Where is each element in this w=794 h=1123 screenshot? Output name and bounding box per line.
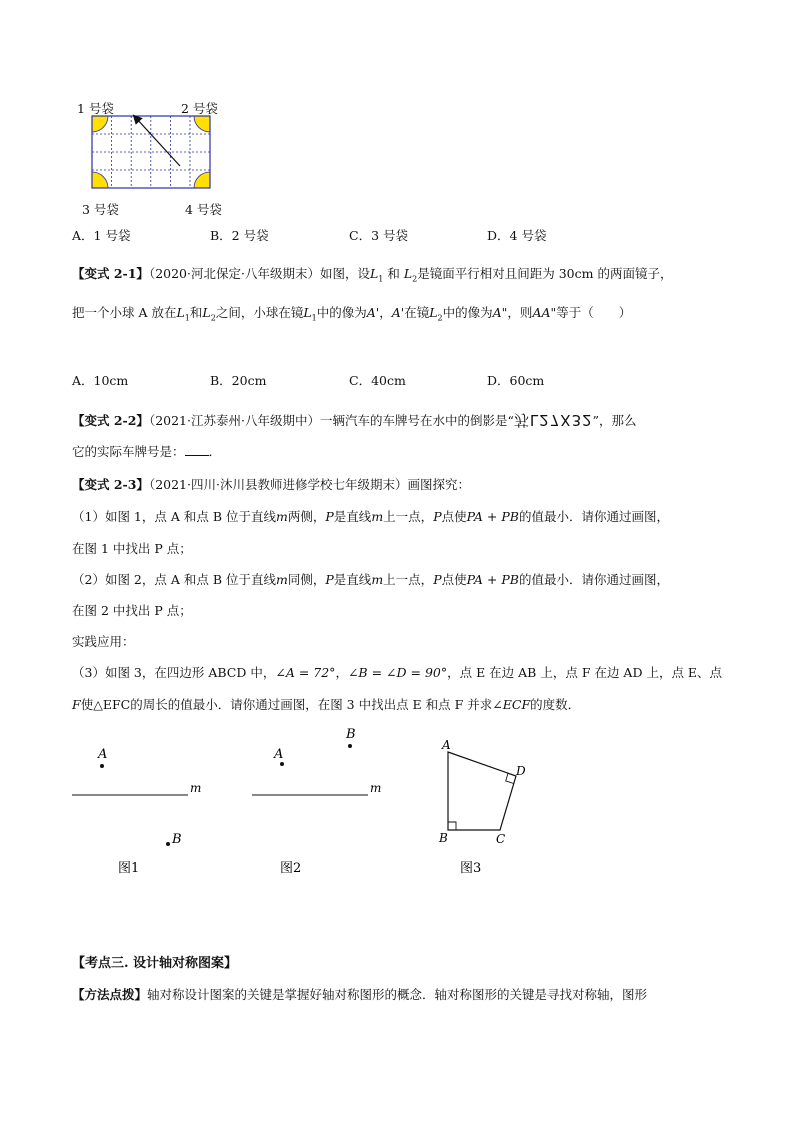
plate-reflection: 苏L27X32 <box>513 411 593 429</box>
fig1-caption: 图1 <box>118 861 140 876</box>
fig1-point-b <box>166 842 170 846</box>
v23-p1-line2: 在图 1 中找出 P 点； <box>72 541 192 556</box>
v21-option-c: C．40cm <box>349 373 406 388</box>
v23-p2-line1: （2）如图 2，点 A 和点 B 位于直线m同侧，P是直线m上一点，P点使PA + PB的值最小．请你通过画图， <box>72 572 669 587</box>
v22-tag: 【变式 2-2】 <box>72 413 149 428</box>
option-c: C．3 号袋 <box>349 228 408 243</box>
fig1-label-b: B <box>172 832 182 847</box>
fig2-label-m: m <box>370 781 382 795</box>
v21-option-b: B．20cm <box>210 373 267 388</box>
v22-line1: 【变式 2-2】（2021·江苏泰州·八年级期中）一辆汽车的车牌号在水中的倒影是“苏L27X32”，那么 <box>72 411 637 429</box>
fig2-point-a <box>280 762 284 766</box>
pocket-bottom-left <box>92 172 108 188</box>
fig1-label-a: A <box>98 747 108 762</box>
method-line: 【方法点拨】轴对称设计图案的关键是掌握好轴对称图形的概念．轴对称图形的关键是寻找对称轴，图形 <box>72 987 648 1002</box>
fig3-label-a: A <box>442 738 451 752</box>
fig3-label-c: C <box>496 832 506 846</box>
method-tag: 【方法点拨】 <box>72 987 148 1002</box>
fig1-point-a <box>100 764 104 768</box>
v23-tag: 【变式 2-3】 <box>72 477 149 492</box>
figure-2 <box>246 722 396 880</box>
v23-practice: 实践应用： <box>72 634 135 649</box>
v21-line2: 把一个小球 A 放在$L_1$和$L_2$之间，小球在镜$L_1$中的像为A'，A'在镜$L_2$中的像为A"，则AA"等于（ ） <box>72 305 632 323</box>
fig2-label-a: A <box>274 747 284 762</box>
v23-p1-line1: （1）如图 1，点 A 和点 B 位于直线m两侧，P是直线m上一点，P点使PA + PB的值最小．请你通过画图， <box>72 509 669 524</box>
figure-1 <box>66 740 216 880</box>
v23-p2-line2: 在图 2 中找出 P 点； <box>72 603 192 618</box>
section-title: 【考点三. 设计轴对称图案】 <box>72 956 238 971</box>
answer-blank[interactable] <box>185 443 209 456</box>
billiard-table-figure <box>88 112 214 192</box>
pocket-top-left <box>92 116 108 132</box>
fig3-label-b: B <box>439 831 448 845</box>
pocket-label-2: 2 号袋 <box>181 101 218 116</box>
ball-path-arrow <box>136 118 180 166</box>
pocket-label-1: 1 号袋 <box>77 101 114 116</box>
v21-line1: 【变式 2-1】（2020·河北保定·八年级期末）如图，设$L_1$ 和 $L_2$是镜面平行相对且间距为 30cm 的两面镜子， <box>72 266 673 284</box>
fig2-point-b <box>348 744 352 748</box>
fig1-label-m: m <box>190 781 202 795</box>
fig2-caption: 图2 <box>280 861 302 876</box>
v23-p3-line2: F使△EFC的周长的值最小．请你通过画图，在图 3 中找出点 E 和点 F 并求∠ECF的度数． <box>72 697 581 712</box>
v21-option-d: D．60cm <box>487 373 545 388</box>
fig3-quadrilateral <box>448 752 516 830</box>
pocket-label-4: 4 号袋 <box>185 202 222 217</box>
pocket-bottom-right <box>194 172 210 188</box>
v23-head: 【变式 2-3】（2021·四川·沐川县教师进修学校七年级期末）画图探究： <box>72 477 470 492</box>
figure-3 <box>432 734 542 880</box>
fig3-caption: 图3 <box>460 861 482 876</box>
option-a: A．1 号袋 <box>72 228 131 243</box>
option-b: B．2 号袋 <box>210 228 269 243</box>
fig3-label-d: D <box>516 764 526 778</box>
v22-line2: 它的实际车牌号是： ． <box>72 444 222 459</box>
pocket-label-3: 3 号袋 <box>82 202 119 217</box>
v21-tag: 【变式 2-1】 <box>72 266 149 281</box>
v23-p3-line1: （3）如图 3，在四边形 ABCD 中，∠A = 72°，∠B = ∠D = 90°，点 E 在边 AB 上，点 F 在边 AD 上，点 E、点 <box>72 665 723 680</box>
pocket-top-right <box>194 116 210 132</box>
fig2-label-b: B <box>346 727 356 742</box>
fig3-right-angle-b <box>448 822 456 830</box>
v21-option-a: A．10cm <box>72 373 129 388</box>
option-d: D．4 号袋 <box>487 228 547 243</box>
